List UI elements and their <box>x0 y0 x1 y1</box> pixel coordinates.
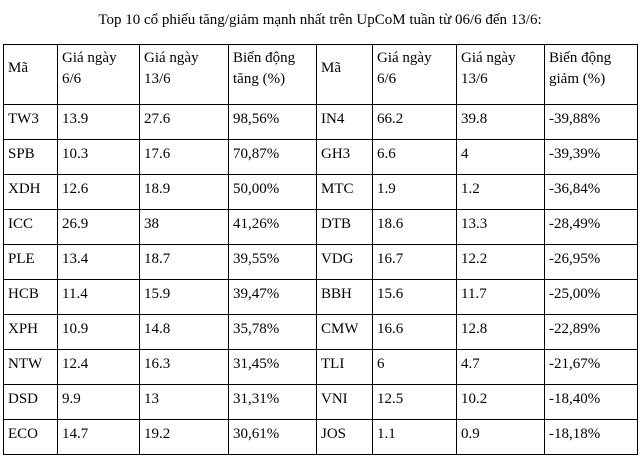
loser-price-end: 4.7 <box>457 350 545 385</box>
loser-price-end: 12.8 <box>457 315 545 350</box>
gainer-change: 39,55% <box>229 245 317 280</box>
gainer-code: XDH <box>4 175 58 210</box>
gainer-price-end: 16.3 <box>140 350 229 385</box>
header-code-losers: Mã <box>317 45 373 105</box>
loser-change: -39,39% <box>545 140 638 175</box>
table-row <box>4 420 638 455</box>
loser-change: -39,88% <box>545 105 638 140</box>
loser-price-end: 1.2 <box>457 175 545 210</box>
loser-change: -26,95% <box>545 245 638 280</box>
table-caption: Top 10 cổ phiếu tăng/giảm mạnh nhất trên UpCoM tuần từ 06/6 đến 13/6: <box>98 12 542 28</box>
gainer-code: ECO <box>4 420 58 455</box>
gainer-price-end: 15.9 <box>140 280 229 315</box>
gainer-price-end: 13 <box>140 385 229 420</box>
loser-code: GH3 <box>317 140 373 175</box>
loser-change: -22,89% <box>545 315 638 350</box>
header-price-end-losers: Giá ngày 13/6 <box>457 45 545 105</box>
gainer-change: 31,45% <box>229 350 317 385</box>
header-change-losers: Biến động giảm (%) <box>545 45 638 105</box>
table-row <box>4 280 638 315</box>
gainer-change: 50,00% <box>229 175 317 210</box>
loser-code: TLI <box>317 350 373 385</box>
header-price-end-gainers: Giá ngày 13/6 <box>140 45 229 105</box>
gainer-code: NTW <box>4 350 58 385</box>
gainer-change: 30,61% <box>229 420 317 455</box>
loser-code: CMW <box>317 315 373 350</box>
gainer-price-end: 14.8 <box>140 315 229 350</box>
gainer-code: SPB <box>4 140 58 175</box>
loser-code: JOS <box>317 420 373 455</box>
loser-price-start: 1.1 <box>373 420 457 455</box>
table-row <box>4 350 638 385</box>
gainer-price-end: 18.9 <box>140 175 229 210</box>
gainer-price-end: 19.2 <box>140 420 229 455</box>
table-row <box>4 175 638 210</box>
loser-price-end: 11.7 <box>457 280 545 315</box>
gainer-change: 39,47% <box>229 280 317 315</box>
table-row <box>4 315 638 350</box>
gainer-price-start: 26.9 <box>58 210 140 245</box>
gainer-price-start: 12.6 <box>58 175 140 210</box>
loser-price-start: 16.7 <box>373 245 457 280</box>
loser-change: -18,18% <box>545 420 638 455</box>
gainer-code: HCB <box>4 280 58 315</box>
loser-price-end: 12.2 <box>457 245 545 280</box>
gainer-code: PLE <box>4 245 58 280</box>
loser-price-start: 12.5 <box>373 385 457 420</box>
loser-change: -25,00% <box>545 280 638 315</box>
loser-code: VDG <box>317 245 373 280</box>
gainer-code: ICC <box>4 210 58 245</box>
loser-price-start: 6.6 <box>373 140 457 175</box>
loser-change: -21,67% <box>545 350 638 385</box>
table-row <box>4 245 638 280</box>
loser-code: DTB <box>317 210 373 245</box>
loser-price-end: 0.9 <box>457 420 545 455</box>
table-row <box>4 210 638 245</box>
header-code-gainers: Mã <box>4 45 58 105</box>
gainer-price-start: 12.4 <box>58 350 140 385</box>
gainer-price-end: 17.6 <box>140 140 229 175</box>
loser-price-start: 66.2 <box>373 105 457 140</box>
gainer-price-start: 13.4 <box>58 245 140 280</box>
loser-price-start: 1.9 <box>373 175 457 210</box>
gainer-price-start: 10.3 <box>58 140 140 175</box>
stock-movers-table <box>3 44 638 455</box>
gainer-price-end: 38 <box>140 210 229 245</box>
loser-change: -36,84% <box>545 175 638 210</box>
table-row <box>4 140 638 175</box>
table-row <box>4 385 638 420</box>
gainer-price-start: 9.9 <box>58 385 140 420</box>
loser-price-start: 18.6 <box>373 210 457 245</box>
gainer-change: 41,26% <box>229 210 317 245</box>
header-change-gainers: Biến động tăng (%) <box>229 45 317 105</box>
gainer-price-start: 11.4 <box>58 280 140 315</box>
gainer-change: 98,56% <box>229 105 317 140</box>
loser-code: IN4 <box>317 105 373 140</box>
gainer-price-start: 13.9 <box>58 105 140 140</box>
gainer-price-start: 10.9 <box>58 315 140 350</box>
loser-code: MTC <box>317 175 373 210</box>
loser-code: VNI <box>317 385 373 420</box>
loser-price-end: 4 <box>457 140 545 175</box>
loser-price-start: 16.6 <box>373 315 457 350</box>
gainer-code: XPH <box>4 315 58 350</box>
gainer-change: 31,31% <box>229 385 317 420</box>
gainer-price-end: 27.6 <box>140 105 229 140</box>
gainer-price-end: 18.7 <box>140 245 229 280</box>
loser-price-start: 15.6 <box>373 280 457 315</box>
loser-price-start: 6 <box>373 350 457 385</box>
loser-change: -18,40% <box>545 385 638 420</box>
gainer-change: 35,78% <box>229 315 317 350</box>
loser-change: -28,49% <box>545 210 638 245</box>
gainer-code: DSD <box>4 385 58 420</box>
header-row <box>4 45 638 105</box>
loser-price-end: 39.8 <box>457 105 545 140</box>
gainer-price-start: 14.7 <box>58 420 140 455</box>
loser-code: BBH <box>317 280 373 315</box>
loser-price-end: 13.3 <box>457 210 545 245</box>
loser-price-end: 10.2 <box>457 385 545 420</box>
table-row <box>4 105 638 140</box>
gainer-change: 70,87% <box>229 140 317 175</box>
header-price-start-losers: Giá ngày 6/6 <box>373 45 457 105</box>
gainer-code: TW3 <box>4 105 58 140</box>
header-price-start-gainers: Giá ngày 6/6 <box>58 45 140 105</box>
